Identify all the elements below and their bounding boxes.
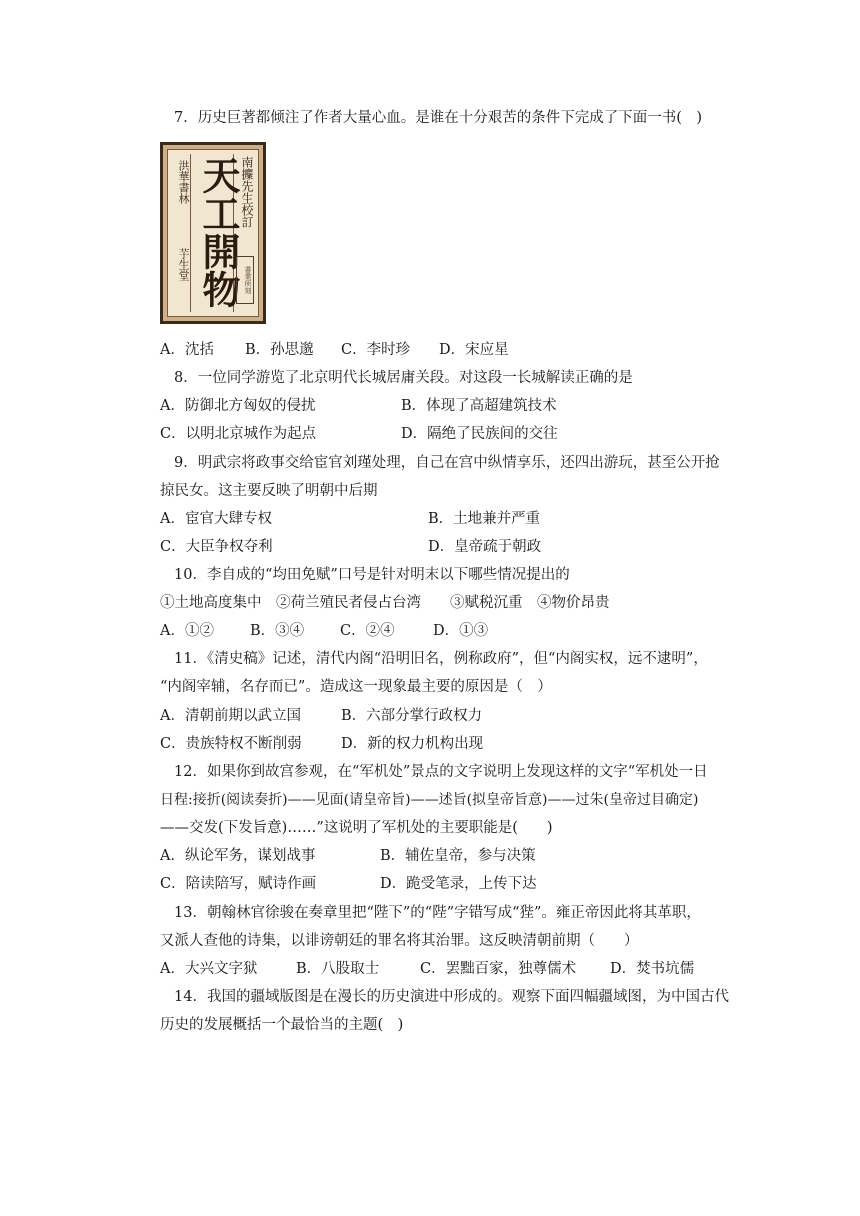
question-10-items: ①土地高度集中 ②荷兰殖民者侵占台湾 ③赋税沉重 ④物价昂贵 <box>160 595 610 611</box>
q11-option-d[interactable]: D．新的权力机构出现 <box>341 736 484 752</box>
cover-divider-left <box>190 154 191 312</box>
cover-left-top-text: 洪華書林 <box>177 160 190 204</box>
tiangong-kaiwu-cover-image <box>160 142 266 324</box>
q8-option-a[interactable]: A．防御北方匈奴的侵扰 <box>160 398 316 414</box>
q11-option-b[interactable]: B．六部分掌行政权力 <box>341 708 483 724</box>
question-13-stem-line2: 又派人查他的诗集，以诽谤朝廷的罪名将其治罪。这反映清朝前期（ ） <box>160 933 639 949</box>
q9-option-c[interactable]: C．大臣争权夺利 <box>160 539 273 555</box>
question-12-stem-line1: 12．如果你到故宫参观，在“军机处”景点的文字说明上发现这样的文字“军机处一日 <box>174 764 708 780</box>
question-14-stem-line2: 历史的发展概括一个最恰当的主题( ) <box>160 1017 404 1033</box>
q10-option-a[interactable]: A．①② <box>160 623 214 639</box>
q11-option-a[interactable]: A．清朝前期以武立国 <box>160 708 301 724</box>
q12-option-b[interactable]: B．辅佐皇帝，参与决策 <box>380 848 536 864</box>
cover-left-bottom-text: 芋生堂 <box>177 248 190 281</box>
q8-option-d[interactable]: D．隔绝了民族间的交往 <box>401 426 558 442</box>
q13-option-b[interactable]: B．八股取士 <box>296 961 380 977</box>
question-9-stem-line1: 9．明武宗将政事交给宦官刘瑾处理，自己在宫中纵情享乐，还四出游玩，甚至公开抢 <box>174 455 720 471</box>
q10-option-b[interactable]: B．③④ <box>250 623 305 639</box>
cover-inner-panel <box>167 149 259 317</box>
q10-option-d[interactable]: D．①③ <box>433 623 489 639</box>
q13-option-d[interactable]: D．焚书坑儒 <box>610 961 695 977</box>
q7-option-a[interactable]: A．沈括 <box>160 342 214 358</box>
q7-option-d[interactable]: D．宋应星 <box>439 342 509 358</box>
question-12-stem-line2: 日程:接折(阅读奏折)——见面(请皇帝旨)——述旨(拟皇帝旨意)——过朱(皇帝过目确定) <box>160 792 699 808</box>
q10-option-c[interactable]: C．②④ <box>340 623 395 639</box>
cover-seal: 書業所刻 <box>236 256 254 304</box>
question-14-stem-line1: 14．我国的疆域版图是在漫长的历史演进中形成的。观察下面四幅疆域图，为中国古代 <box>174 989 729 1005</box>
q7-option-b[interactable]: B．孙思邈 <box>245 342 314 358</box>
question-8-stem: 8．一位同学游览了北京明代长城居庸关段。对这段一长城解读正确的是 <box>174 370 633 386</box>
q9-option-b[interactable]: B．土地兼并严重 <box>428 511 541 527</box>
cover-right-text: 南攈先生校訂 <box>240 156 254 228</box>
question-11-stem-line1: 11．《清史稿》记述，清代内阁“沿明旧名，例称政府”，但“内阁实权，远不逮明”， <box>174 651 708 667</box>
q13-option-a[interactable]: A．大兴文字狱 <box>160 961 258 977</box>
cover-title: 天工開物 <box>196 156 241 308</box>
q8-option-b[interactable]: B．体现了高超建筑技术 <box>401 398 557 414</box>
q12-option-c[interactable]: C．陪读陪写，赋诗作画 <box>160 876 317 892</box>
question-9-stem-line2: 掠民女。这主要反映了明朝中后期 <box>160 483 378 499</box>
question-12-stem-line3: ——交发(下发旨意)……”这说明了军机处的主要职能是( ) <box>160 820 553 836</box>
q9-option-a[interactable]: A．宦官大肆专权 <box>160 511 272 527</box>
q9-option-d[interactable]: D．皇帝疏于朝政 <box>428 539 542 555</box>
question-10-stem: 10．李自成的“均田免赋”口号是针对明末以下哪些情况提出的 <box>174 567 570 583</box>
question-7-stem: 7．历史巨著都倾注了作者大量心血。是谁在十分艰苦的条件下完成了下面一书( ) <box>174 110 703 126</box>
q13-option-c[interactable]: C．罢黜百家，独尊儒术 <box>420 961 577 977</box>
q12-option-a[interactable]: A．纵论军务，谋划战事 <box>160 848 316 864</box>
q11-option-c[interactable]: C．贵族特权不断削弱 <box>160 736 302 752</box>
q7-option-c[interactable]: C．李时珍 <box>341 342 411 358</box>
q12-option-d[interactable]: D．跪受笔录，上传下达 <box>380 876 537 892</box>
question-13-stem-line1: 13．朝翰林官徐骏在奏章里把“陛下”的“陛”字错写成“狴”。雍正帝因此将其革职， <box>174 905 701 921</box>
q8-option-c[interactable]: C．以明北京城作为起点 <box>160 426 317 442</box>
question-11-stem-line2: “内阁宰辅，名存而已”。造成这一现象最主要的原因是（ ） <box>160 679 552 695</box>
